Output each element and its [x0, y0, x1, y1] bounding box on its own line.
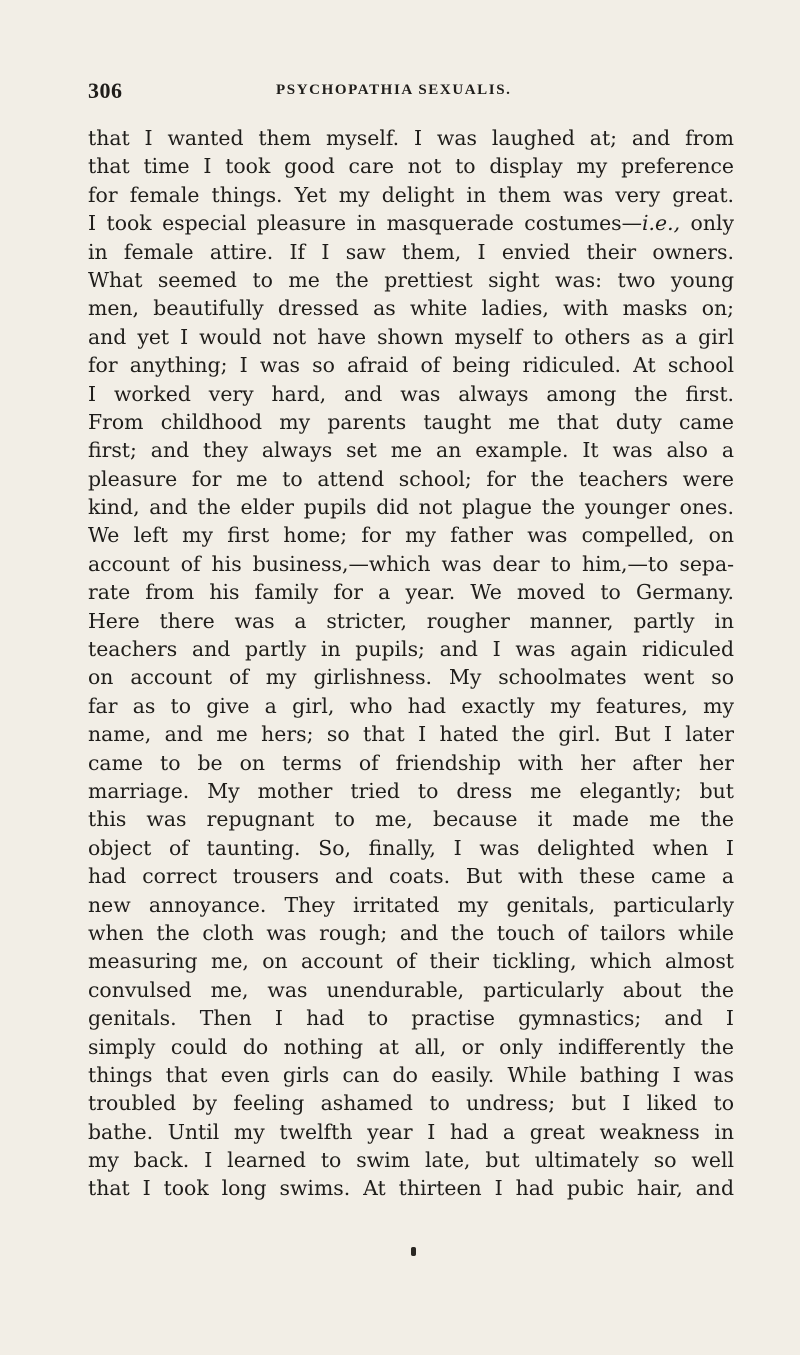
text-line: rate from his family for a year. We moved to Germany.: [88, 580, 734, 605]
text-line: troubled by feeling ashamed to undress; but I liked to: [88, 1091, 734, 1116]
text-line: came to be on terms of friendship with her after her: [88, 750, 734, 775]
text-line: simply could do nothing at all, or only indifferently the: [88, 1034, 734, 1059]
text-line: object of taunting. So, finally, I was delighted when I: [88, 835, 734, 860]
text-line: had correct trousers and coats. But with these came a: [88, 864, 734, 889]
text-line: genitals. Then I had to practise gymnastics; and I: [88, 1006, 734, 1031]
text-line: teachers and partly in pupils; and I was again ridiculed: [88, 637, 734, 662]
text-line: new annoyance. They irritated my genitals, particularly: [88, 892, 734, 917]
running-title: PSYCHOPATHIA SEXUALIS.: [276, 82, 512, 98]
text-line: my back. I learned to swim late, but ultimately so well: [88, 1148, 734, 1173]
text-line: in female attire. If I saw them, I envied their owners.: [88, 239, 734, 264]
text-line: on account of my girlishness. My schoolmates went so: [88, 665, 734, 690]
text-line: name, and me hers; so that I hated the girl. But I later: [88, 722, 734, 747]
page-number: 306: [88, 78, 123, 103]
text-line: far as to give a girl, who had exactly my features, my: [88, 693, 734, 718]
text-line: kind, and the elder pupils did not plague the younger ones.: [88, 495, 734, 520]
text-line: pleasure for me to attend school; for the teachers were: [88, 466, 734, 491]
text-line: measuring me, on account of their tickling, which almost: [88, 949, 734, 974]
text-line: first; and they always set me an example. It was also a: [88, 438, 734, 463]
text-line: I worked very hard, and was always among the first.: [88, 381, 734, 406]
text-line: when the cloth was rough; and the touch of tailors while: [88, 920, 734, 945]
text-line: We left my first home; for my father was compelled, on: [88, 523, 734, 548]
text-line: men, beautifully dressed as white ladies, with masks on;: [88, 296, 734, 321]
text-line: I took especial pleasure in masquerade costumes—i.e., only: [88, 211, 734, 236]
text-line: What seemed to me the prettiest sight was: two young: [88, 267, 734, 292]
text-line: that I took long swims. At thirteen I had pubic hair, and: [88, 1176, 734, 1201]
text-line: things that even girls can do easily. While bathing I was: [88, 1062, 734, 1087]
text-line: for female things. Yet my delight in them was very great.: [88, 182, 734, 207]
text-line: this was repugnant to me, because it made me the: [88, 807, 734, 832]
ink-mark: [411, 1247, 416, 1256]
body-text: [88, 124, 734, 1203]
text-line: and yet I would not have shown myself to others as a girl: [88, 324, 734, 349]
text-line: account of his business,—which was dear to him,—to sepa-: [88, 551, 734, 576]
text-line: for anything; I was so afraid of being ridiculed. At school: [88, 353, 734, 378]
text-line: marriage. My mother tried to dress me elegantly; but: [88, 778, 734, 803]
text-line: that time I took good care not to display my preference: [88, 154, 734, 179]
text-line: From childhood my parents taught me that duty came: [88, 409, 734, 434]
running-head: [88, 78, 734, 103]
text-line: Here there was a stricter, rougher manner, partly in: [88, 608, 734, 633]
text-line: that I wanted them myself. I was laughed at; and from: [88, 126, 734, 150]
text-line: convulsed me, was unendurable, particularly about the: [88, 977, 734, 1002]
text-line: bathe. Until my twelfth year I had a great weakness in: [88, 1119, 734, 1144]
italic-abbreviation: i.e.,: [642, 211, 681, 236]
